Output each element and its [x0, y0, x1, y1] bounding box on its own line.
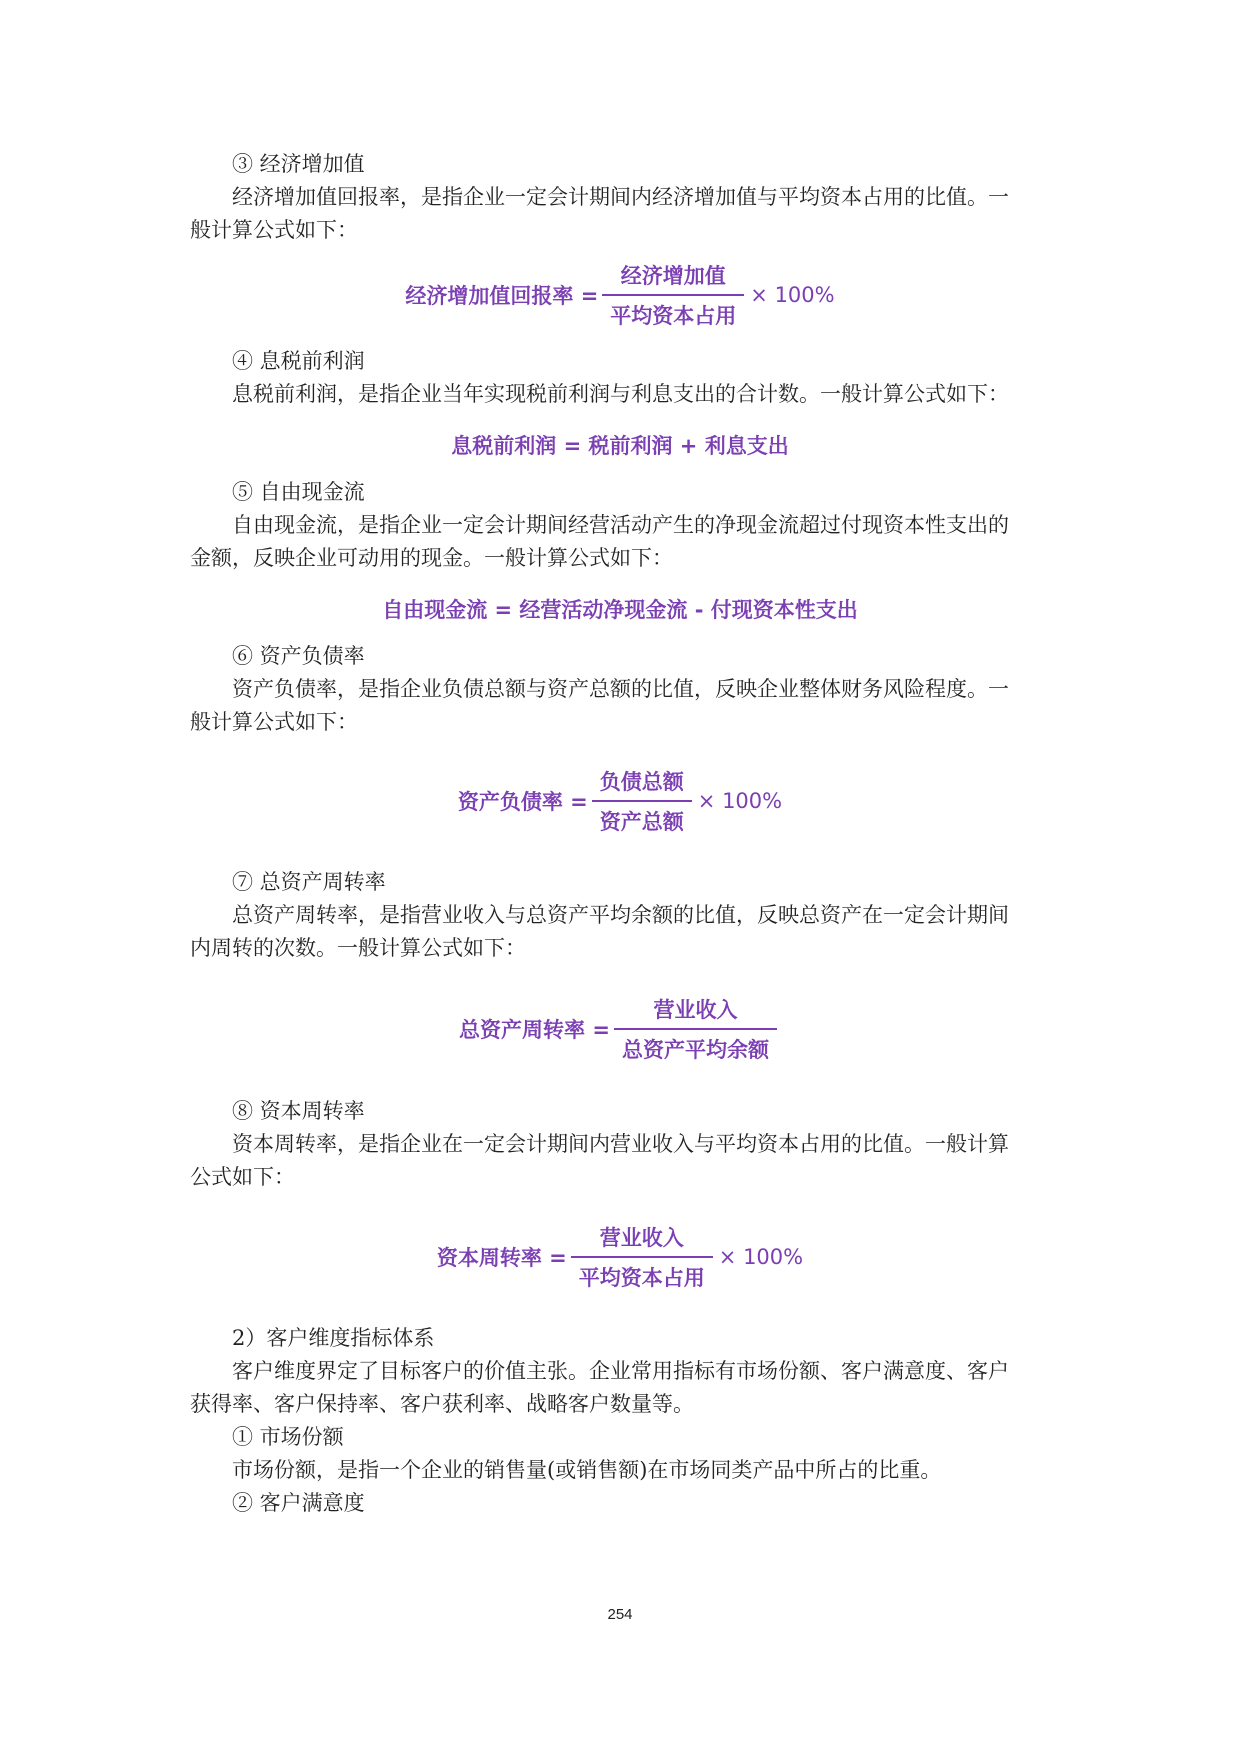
formula-numerator: 负债总额 — [599, 770, 684, 794]
formula-numerator: 经济增加值 — [620, 264, 726, 288]
formula-fcf: 自由现金流 = 经营活动净现金流 - 付现资本性支出 — [382, 598, 858, 622]
formula-lhs: 资产负债率 = — [457, 790, 588, 814]
formula-numerator: 营业收入 — [653, 998, 738, 1022]
formula-denominator: 资产总额 — [599, 810, 684, 834]
formula-asset-turnover — [190, 994, 1050, 1064]
paragraph-line: 资产负债率，是指企业负债总额与资产总额的比值，反映企业整体财务风险程度。一 — [232, 677, 1009, 701]
formula-capital-turnover — [190, 1222, 1050, 1292]
formula-fraction — [614, 994, 777, 1064]
formula-multiplier: × 100% — [697, 789, 783, 813]
section-heading: ④ 息税前利润 — [232, 349, 365, 373]
section-heading: ⑦ 总资产周转率 — [232, 870, 386, 894]
formula-debt-ratio — [190, 766, 1050, 836]
formula-fraction — [571, 1222, 713, 1292]
formula-lhs: 经济增加值回报率 = — [405, 284, 599, 308]
section-heading: ⑧ 资本周转率 — [232, 1099, 365, 1123]
formula-lhs: 总资产周转率 = — [459, 1018, 610, 1042]
paragraph-line: 公式如下： — [190, 1165, 295, 1189]
formula-lhs: 资本周转率 = — [436, 1246, 567, 1270]
formula-fraction — [592, 766, 692, 836]
paragraph-line: 息税前利润，是指企业当年实现税前利润与利息支出的合计数。一般计算公式如下： — [232, 382, 1009, 406]
section-heading: ⑥ 资产负债率 — [232, 644, 365, 668]
formula-denominator: 平均资本占用 — [610, 304, 737, 328]
formula-numerator: 营业收入 — [599, 1226, 684, 1250]
paragraph-line: 般计算公式如下： — [190, 218, 358, 242]
formula-multiplier: × 100% — [750, 283, 835, 307]
paragraph-line: 自由现金流，是指企业一定会计期间经营活动产生的净现金流超过付现资本性支出的 — [232, 513, 1009, 537]
section-heading: ② 客户满意度 — [232, 1491, 365, 1515]
section-heading: ⑤ 自由现金流 — [232, 480, 365, 504]
page-number: 254 — [607, 1606, 633, 1623]
paragraph-line: 经济增加值回报率，是指企业一定会计期间内经济增加值与平均资本占用的比值。一 — [232, 185, 1009, 209]
section-heading: ③ 经济增加值 — [232, 152, 365, 176]
section-heading: 2）客户维度指标体系 — [232, 1326, 435, 1350]
paragraph-line: 市场份额，是指一个企业的销售量(或销售额)在市场同类产品中所占的比重。 — [232, 1458, 942, 1482]
paragraph-line: 获得率、客户保持率、客户获利率、战略客户数量等。 — [190, 1392, 694, 1416]
formula-eva-return — [190, 260, 1050, 330]
formula-multiplier: × 100% — [718, 1245, 804, 1269]
paragraph-line: 客户维度界定了目标客户的价值主张。企业常用指标有市场份额、客户满意度、客户 — [232, 1359, 1009, 1383]
paragraph-line: 金额，反映企业可动用的现金。一般计算公式如下： — [190, 546, 673, 570]
section-heading: ① 市场份额 — [232, 1425, 344, 1449]
paragraph-line: 资本周转率，是指企业在一定会计期间内营业收入与平均资本占用的比值。一般计算 — [232, 1132, 1009, 1156]
formula-fraction — [602, 260, 744, 330]
paragraph-line: 内周转的次数。一般计算公式如下： — [190, 936, 526, 960]
paragraph-line: 般计算公式如下： — [190, 710, 358, 734]
formula-denominator: 总资产平均余额 — [621, 1038, 769, 1062]
formula-ebit: 息税前利润 = 税前利润 + 利息支出 — [451, 434, 789, 458]
formula-denominator: 平均资本占用 — [578, 1266, 705, 1290]
paragraph-line: 总资产周转率，是指营业收入与总资产平均余额的比值，反映总资产在一定会计期间 — [232, 903, 1009, 927]
